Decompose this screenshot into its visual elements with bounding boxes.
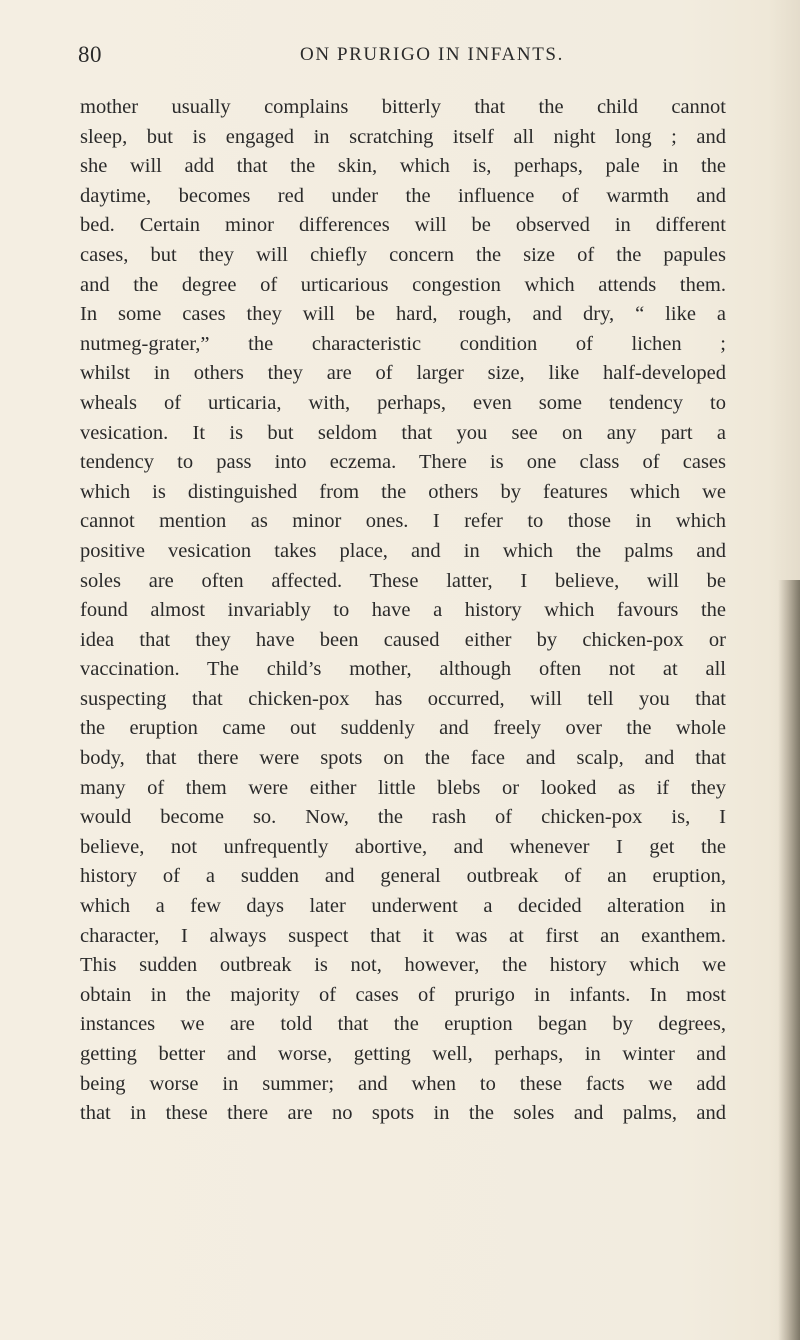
text-line: being worse in summer; and when to these facts we add (80, 1072, 726, 1095)
text-line: cases, but they will chiefly concern the size of the papules (80, 243, 726, 266)
text-line: vaccination. The child’s mother, although often not at all (80, 658, 726, 681)
text-line: which is distinguished from the others by features which we (80, 480, 726, 503)
text-line: found almost invariably to have a history which favours the (80, 599, 726, 622)
text-line: tendency to pass into eczema. There is one class of cases (80, 451, 726, 474)
page-number: 80 (78, 42, 102, 67)
body-paragraph (80, 93, 726, 1129)
text-line: believe, not unfrequently abortive, and whenever I get the (80, 835, 726, 858)
text-line: many of them were either little blebs or looked as if they (80, 776, 726, 799)
text-line: idea that they have been caused either by chicken-pox or (80, 628, 726, 651)
running-title: ON PRURIGO IN INFANTS. (300, 44, 564, 65)
page-edge-shadow (778, 580, 800, 1340)
text-line: and the degree of urticarious congestion which attends them. (80, 273, 726, 296)
page-header (0, 42, 800, 82)
text-line: body, that there were spots on the face and scalp, and that (80, 747, 726, 770)
text-line: that in these there are no spots in the soles and palms, and (80, 1102, 726, 1125)
text-line: obtain in the majority of cases of prurigo in infants. In most (80, 983, 726, 1006)
text-line: daytime, becomes red under the influence of warmth and (80, 184, 726, 207)
text-line: This sudden outbreak is not, however, the history which we (80, 954, 726, 977)
text-line: nutmeg-grater,” the characteristic condition of lichen ; (80, 332, 726, 355)
text-line: vesication. It is but seldom that you see on any part a (80, 421, 726, 444)
text-line: wheals of urticaria, with, perhaps, even some tendency to (80, 391, 726, 414)
text-line: getting better and worse, getting well, perhaps, in winter and (80, 1043, 726, 1065)
text-line: history of a sudden and general outbreak of an eruption, (80, 865, 726, 888)
text-line: which a few days later underwent a decided alteration in (80, 895, 726, 918)
text-line: soles are often affected. These latter, I believe, will be (80, 569, 726, 592)
text-line: mother usually complains bitterly that the child cannot (80, 96, 726, 118)
text-line: positive vesication takes place, and in which the palms and (80, 539, 726, 562)
text-line: suspecting that chicken-pox has occurred, will tell you that (80, 687, 726, 710)
text-line: the eruption came out suddenly and freely over the whole (80, 717, 726, 740)
text-line: whilst in others they are of larger size, like half-developed (80, 362, 726, 385)
text-line: bed. Certain minor differences will be observed in different (80, 214, 726, 237)
text-line: character, I always suspect that it was at first an exanthem. (80, 924, 726, 947)
text-line: instances we are told that the eruption began by degrees, (80, 1013, 726, 1036)
text-line: cannot mention as minor ones. I refer to those in which (80, 510, 726, 533)
text-line: would become so. Now, the rash of chicken-pox is, I (80, 806, 726, 829)
text-line: sleep, but is engaged in scratching itself all night long ; and (80, 125, 726, 148)
text-line: In some cases they will be hard, rough, and dry, “ like a (80, 303, 726, 326)
text-line: she will add that the skin, which is, perhaps, pale in the (80, 155, 726, 178)
